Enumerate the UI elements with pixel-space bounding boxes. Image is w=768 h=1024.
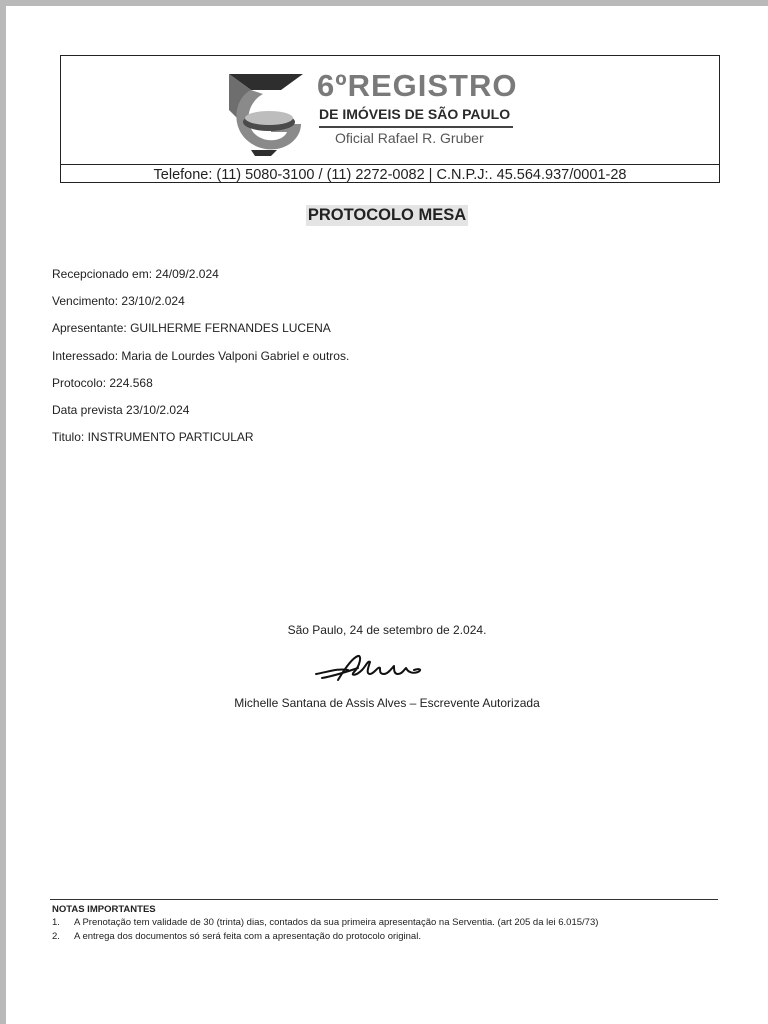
field-title: [52, 430, 349, 457]
note-item: [52, 917, 598, 931]
field-due-date: [52, 294, 349, 321]
field-label: Interessado:: [52, 348, 119, 363]
field-value: INSTRUMENTO PARTICULAR: [87, 430, 254, 445]
document-page: [6, 6, 768, 1024]
field-protocol: [52, 376, 349, 403]
contact-line: Telefone: (11) 5080-3100 / (11) 2272-0082 | C.N.P.J:. 45.564.937/0001-28: [153, 167, 627, 183]
signer-name: Michelle Santana de Assis Alves – Escrevente Autorizada: [234, 696, 540, 710]
note-text: A Prenotação tem validade de 30 (trinta) dias, contados da sua primeira apresentação na Serventia. (art 205 da lei 6.015/73): [74, 917, 599, 928]
registry-logo: [221, 66, 521, 158]
logo-subtitle: DE IMÓVEIS DE SÃO PAULO: [319, 106, 511, 122]
registry-logo-icon: [221, 66, 313, 158]
place-and-date: São Paulo, 24 de setembro de 2.024.: [287, 623, 487, 637]
document-title: PROTOCOLO MESA: [307, 206, 467, 224]
field-value: Maria de Lourdes Valponi Gabriel e outros.: [121, 348, 350, 363]
logo-official-name: Oficial Rafael R. Gruber: [335, 130, 484, 146]
field-label: Protocolo:: [52, 375, 107, 390]
letterhead: [60, 55, 720, 183]
field-value: GUILHERME FERNANDES LUCENA: [130, 321, 331, 336]
field-value: 23/10/2.024: [126, 402, 190, 417]
field-label: Recepcionado em:: [52, 267, 153, 281]
field-label: Titulo:: [52, 430, 85, 445]
note-text: A entrega dos documentos só será feita com a apresentação do protocolo original.: [74, 931, 421, 942]
notes-heading: NOTAS IMPORTANTES: [52, 904, 156, 915]
field-received: [52, 267, 349, 294]
logo-divider: [319, 126, 513, 128]
field-expected-date: [52, 403, 349, 430]
logo-title: 6ºREGISTRO: [317, 68, 518, 103]
note-number: 2.: [52, 931, 60, 942]
note-number: 1.: [52, 917, 60, 928]
document-title-wrap: [6, 205, 768, 226]
field-interested: [52, 349, 349, 376]
protocol-fields: [52, 267, 349, 457]
field-presenter: [52, 321, 349, 348]
field-label: Apresentante:: [52, 321, 127, 336]
header-divider: [61, 164, 719, 165]
important-notes: [52, 904, 598, 945]
field-value: 24/09/2.024: [155, 267, 219, 281]
signature-icon: [308, 646, 448, 690]
note-item: [52, 931, 598, 945]
field-value: 224.568: [109, 375, 153, 390]
notes-divider: [50, 899, 718, 900]
field-label: Vencimento:: [52, 294, 119, 309]
field-value: 23/10/2.024: [121, 294, 185, 309]
field-label: Data prevista: [52, 402, 123, 417]
